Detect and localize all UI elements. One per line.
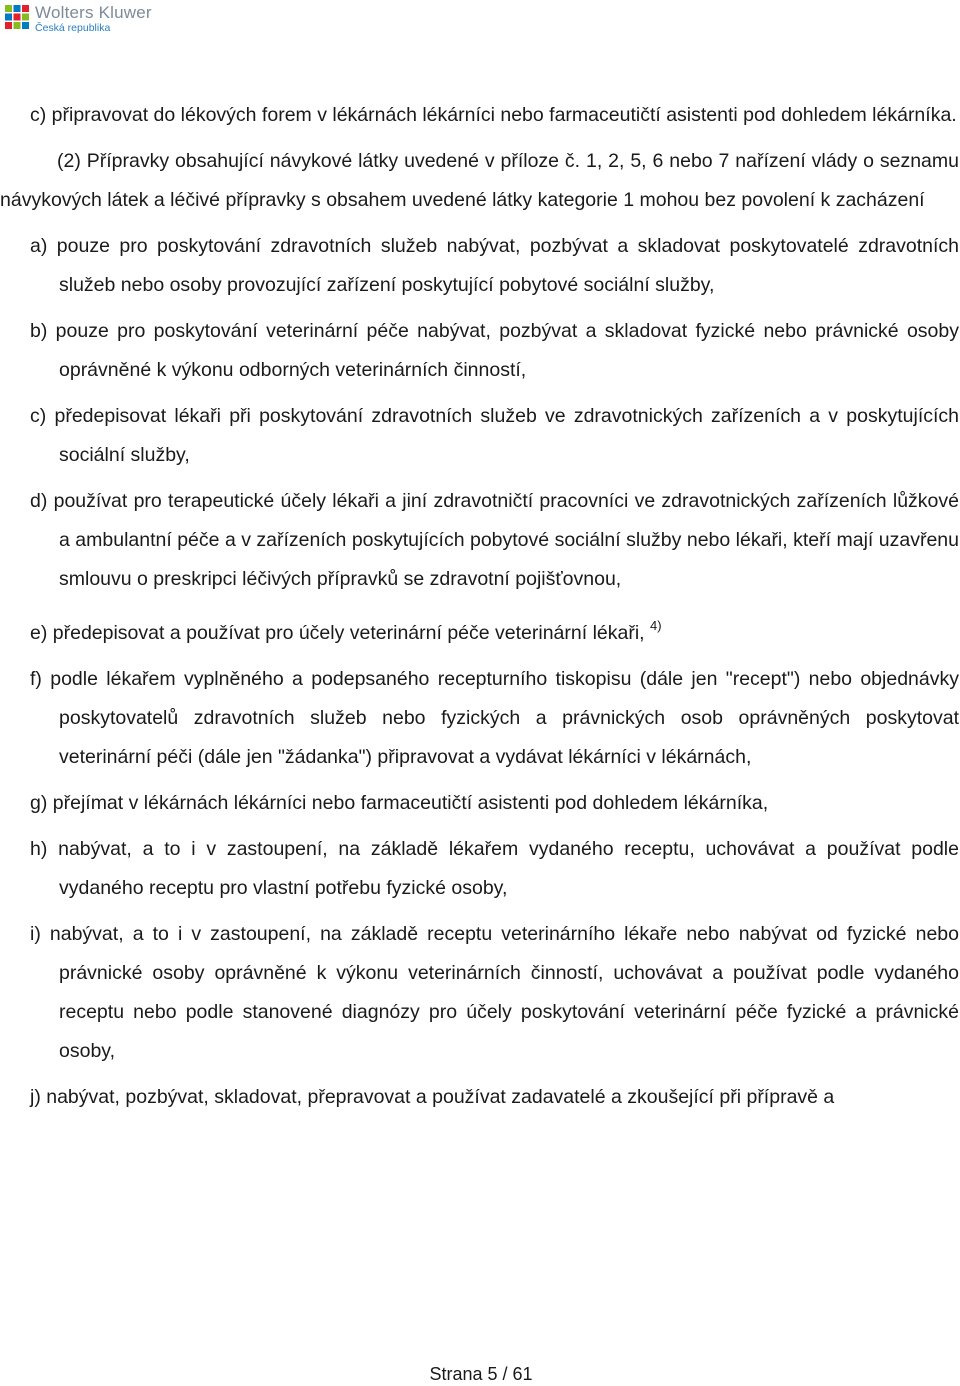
list-item-f: f) podle lékařem vyplněného a podepsaného recepturního tiskopisu (dále jen "recept") nebo objednávky poskytovatelů zdravotních služeb nebo fyzických a právnických osob oprávněných poskytovat veterinární péči (dále jen "žádanka") připravovat a vydávat lékárníci v lékárnách,	[30, 668, 959, 768]
list-item-e-text: e) předepisovat a používat pro účely veterinární péče veterinární lékaři,	[30, 622, 645, 644]
wolters-kluwer-logo-icon	[4, 4, 30, 30]
paragraph-2: (2) Přípravky obsahující návykové látky uvedené v příloze č. 1, 2, 5, 6 nebo 7 nařízení vlády o seznamu návykových látek a léčivé přípravky s obsahem uvedené látky kategorie 1 mohou bez povolení k zacházení	[0, 150, 959, 211]
logo-brand: Wolters Kluwer	[35, 3, 152, 22]
document-body	[0, 96, 959, 1124]
page-number: Strana 5 / 61	[429, 1364, 533, 1384]
list-item-c-previous: c) připravovat do lékových forem v lékárnách lékárníci nebo farmaceutičtí asistenti pod dohledem lékárníka.	[30, 104, 957, 126]
list-item-d: d) používat pro terapeutické účely lékaři a jiní zdravotničtí pracovníci ve zdravotnických zařízeních lůžkové a ambulantní péče a v zařízeních poskytujících pobytové sociální služby nebo lékaři, kteří mají uzavřenu smlouvu o preskripci léčivých přípravků se zdravotní pojišťovnou,	[30, 490, 959, 590]
list-item-g: g) přejímat v lékárnách lékárníci nebo farmaceutičtí asistenti pod dohledem lékárníka,	[30, 792, 769, 814]
list-item-b: b) pouze pro poskytování veterinární péče nabývat, pozbývat a skladovat fyzické nebo právnické osoby oprávněné k výkonu odborných veterinárních činností,	[30, 320, 959, 381]
logo-subbrand: Česká republika	[35, 22, 111, 34]
list-item-i: i) nabývat, a to i v zastoupení, na základě receptu veterinárního lékaře nebo nabývat od fyzické nebo právnické osoby oprávněné k výkonu veterinárních činností, uchovávat a používat podle vydaného receptu nebo podle stanovené diagnózy pro účely poskytování veterinární péče fyzické a právnické osoby,	[30, 923, 959, 1062]
logo-text	[35, 4, 152, 34]
list-item-j: j) nabývat, pozbývat, skladovat, přepravovat a používat zadavatelé a zkoušející při přípravě a	[30, 1086, 835, 1108]
list-item-a: a) pouze pro poskytování zdravotních služeb nabývat, pozbývat a skladovat poskytovatelé zdravotních služeb nebo osoby provozující zařízení poskytující pobytové sociální služby,	[30, 235, 959, 296]
list-item-c: c) předepisovat lékaři při poskytování zdravotních služeb ve zdravotnických zařízeních a v poskytujících sociální služby,	[30, 405, 959, 466]
list-item-e	[30, 606, 959, 653]
publisher-logo	[4, 4, 152, 34]
footnote-reference[interactable]: 4)	[650, 618, 662, 633]
list-item-h: h) nabývat, a to i v zastoupení, na základě lékařem vydaného receptu, uchovávat a používat podle vydaného receptu pro vlastní potřebu fyzické osoby,	[30, 838, 959, 899]
